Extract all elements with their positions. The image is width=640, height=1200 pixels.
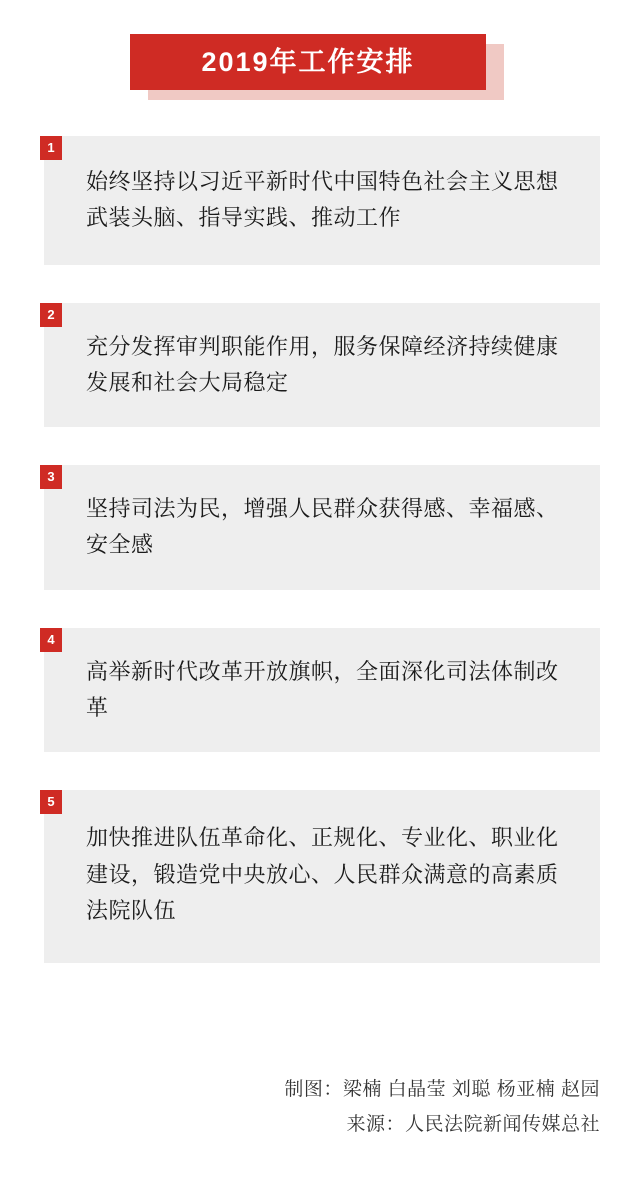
- page-title: 2019年工作安排: [201, 47, 415, 77]
- item-panel: [44, 790, 600, 963]
- list-item: [40, 628, 600, 753]
- item-text: 始终坚持以习近平新时代中国特色社会主义思想武装头脑、指导实践、推动工作: [86, 169, 559, 231]
- item-panel: [44, 136, 600, 265]
- footer-source: 来源：人民法院新闻传媒总社: [346, 1113, 600, 1135]
- item-text: 坚持司法为民，增强人民群众获得感、幸福感、安全感: [86, 496, 559, 558]
- item-panel: [44, 465, 600, 590]
- item-text: 高举新时代改革开放旗帜，全面深化司法体制改革: [86, 658, 559, 721]
- list-item: [40, 136, 600, 265]
- footer: [284, 1072, 600, 1142]
- item-number-badge: 4: [40, 628, 62, 652]
- list-item: [40, 303, 600, 428]
- list-item: [40, 465, 600, 590]
- item-text: 充分发挥审判职能作用，服务保障经济持续健康发展和社会大局稳定: [86, 333, 559, 395]
- footer-credits: 制图：梁楠 白晶莹 刘聪 杨亚楠 赵园: [284, 1078, 600, 1100]
- list-item: [40, 790, 600, 963]
- item-panel: [44, 303, 600, 428]
- work-arrangement-list: [0, 136, 640, 963]
- header-banner: [0, 34, 640, 100]
- item-number-badge: 2: [40, 303, 62, 327]
- item-number-badge: 1: [40, 136, 62, 160]
- item-text: 加快推进队伍革命化、正规化、专业化、职业化建设，锻造党中央放心、人民群众满意的高素质法院队伍: [86, 825, 559, 923]
- item-number-badge: 3: [40, 465, 62, 489]
- item-number-badge: 5: [40, 790, 62, 814]
- banner-block: [130, 34, 486, 90]
- item-panel: [44, 628, 600, 753]
